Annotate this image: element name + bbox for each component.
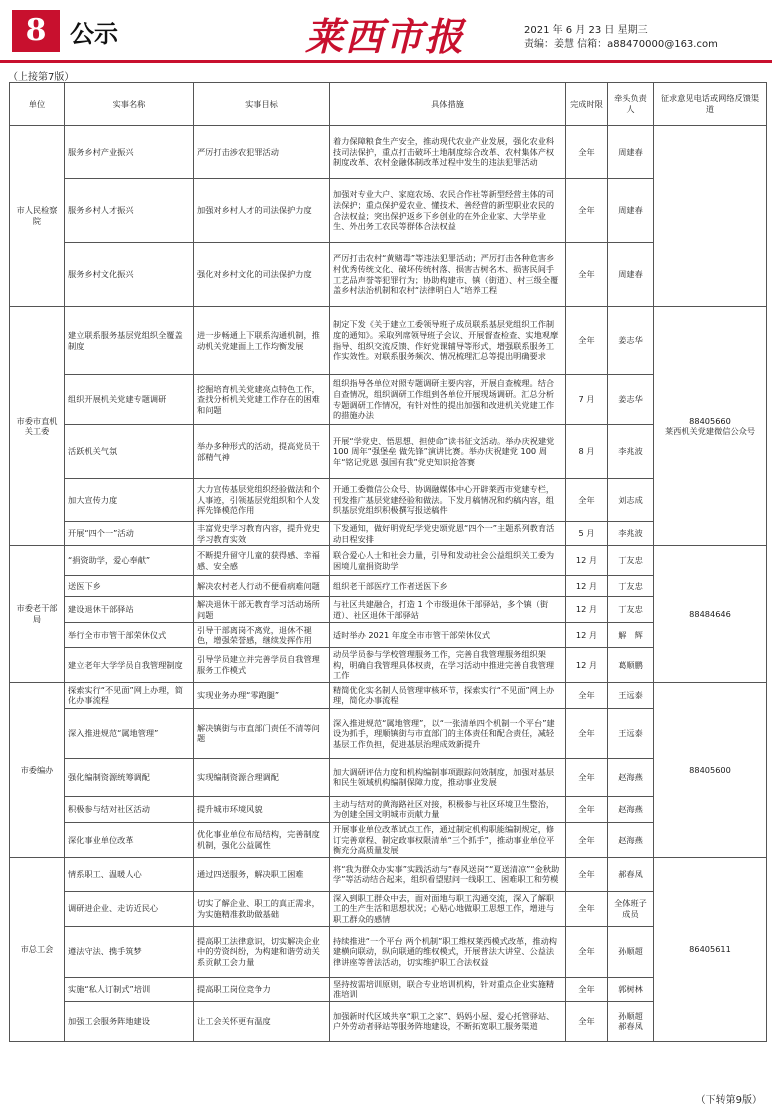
item-name: 强化编制资源统筹调配 [65, 758, 194, 796]
item-name: 建立老年大学学员自我管理制度 [65, 648, 194, 683]
item-name: 加强工会服务阵地建设 [65, 1001, 194, 1041]
table-row [10, 648, 767, 683]
table-row [10, 1001, 767, 1041]
item-name: 探索实行“不见面”网上办理，简化办事流程 [65, 682, 194, 708]
item-deadline: 全年 [566, 796, 608, 822]
table-row [10, 822, 767, 857]
continued-from-note: （上接第7版） [8, 72, 75, 83]
item-deadline: 12 月 [566, 648, 608, 683]
item-goal: 引导干部离岗不离党，退休不褪色，增强荣誉感，继续发挥作用 [194, 623, 330, 648]
item-deadline: 全年 [566, 179, 608, 243]
item-goal: 实现业务办理“零跑腿” [194, 682, 330, 708]
item-lead: 郝春凤 [608, 857, 654, 891]
table-row [10, 243, 767, 307]
table-row [10, 623, 767, 648]
item-name: 深化事业单位改革 [65, 822, 194, 857]
item-name: 服务乡村产业振兴 [65, 126, 194, 179]
item-goal: 加强对乡村人才的司法保护力度 [194, 179, 330, 243]
header-lead: 牵头负责人 [608, 83, 654, 126]
item-deadline: 全年 [566, 307, 608, 375]
item-measures: 组织指导各单位对照专题调研主要内容，开展自查梳理。结合自查情况，组织调研工作组到各单位开展现场调研。汇总分析专题调研工作情况，有针对性的提出加强和改进机关党建工作的措施办法 [330, 375, 566, 425]
item-deadline: 全年 [566, 126, 608, 179]
item-measures: 制定下发《关于建立工委领导班子成员联系基层党组织工作制度的通知》。采取列席领导班子会议、开展督查检查、实地观摩指导、组织交流反馈、作好党课辅导等形式，增强联系服务工作实效性。对联系服务频次、情况梳理汇总等提出明确要求 [330, 307, 566, 375]
item-lead: 王远泰 [608, 708, 654, 758]
item-name: 送医下乡 [65, 576, 194, 597]
page-header [0, 0, 772, 62]
item-lead: 周建春 [608, 179, 654, 243]
item-lead: 全体班子成员 [608, 891, 654, 926]
page-number: 8 [12, 10, 60, 52]
table-row [10, 926, 767, 977]
item-deadline: 全年 [566, 891, 608, 926]
item-lead: 赵海燕 [608, 758, 654, 796]
item-measures: 将“我为群众办实事”实践活动与“春风送岗”“夏送清凉”“金秋助学”等活动结合起来，组织看望慰问一线职工、困难职工和劳模 [330, 857, 566, 891]
item-name: 举行全市市管干部荣休仪式 [65, 623, 194, 648]
item-lead: 周建春 [608, 126, 654, 179]
item-measures: 主动与结对的黄海路社区对接，积极参与社区环境卫生整治，为创建全国文明城市贡献力量 [330, 796, 566, 822]
item-name: 调研进企业、走访近民心 [65, 891, 194, 926]
item-goal: 提高职工法律意识，切实解决企业中的劳资纠纷，为构建和谐劳动关系贡献工会力量 [194, 926, 330, 977]
item-lead: 周建春 [608, 243, 654, 307]
table-row [10, 576, 767, 597]
item-deadline: 7 月 [566, 375, 608, 425]
item-goal: 解决退休干部无教育学习活动场所问题 [194, 597, 330, 623]
item-lead: 姜志华 [608, 375, 654, 425]
item-deadline: 全年 [566, 1001, 608, 1041]
item-goal: 挖掘培育机关党建亮点特色工作，查找分析机关党建工作存在的困难和问题 [194, 375, 330, 425]
table-row [10, 126, 767, 179]
issue-date: 2021 年 6 月 23 日 星期三 [524, 25, 648, 36]
item-deadline: 全年 [566, 479, 608, 522]
item-lead: 赵海燕 [608, 822, 654, 857]
item-measures: 深入到职工群众中去，面对面地与职工沟通交流，深入了解职工的生产生活和思想状况；心贴心地做职工思想工作，增进与职工群众的感情 [330, 891, 566, 926]
item-deadline: 全年 [566, 857, 608, 891]
item-name: 服务乡村文化振兴 [65, 243, 194, 307]
table-row [10, 796, 767, 822]
item-name: 组织开展机关党建专题调研 [65, 375, 194, 425]
item-deadline: 全年 [566, 708, 608, 758]
public-affairs-table [9, 82, 767, 1042]
item-name: 实施“私人订制式”培训 [65, 977, 194, 1001]
item-deadline: 全年 [566, 758, 608, 796]
item-measures: 着力保障粮食生产安全，推动现代农业产业发展，强化农业科技司法保护，重点打击破坏土地制度综合改革、农村集体产权制度改革、农村金融体制改革过程中发生的违法犯罪活动 [330, 126, 566, 179]
item-measures: 严厉打击农村“黄赌毒”等违法犯罪活动；严厉打击各种危害乡村优秀传统文化、破坏传统村落、损害古树名木、损害民间手工艺品声誉等犯罪行为；协助构建市、镇（街道）、村三级全覆盖乡村法治机制和农村“法律明白人”培养工程 [330, 243, 566, 307]
item-goal: 举办多种形式的活动，提高党员干部精气神 [194, 425, 330, 479]
issue-meta [524, 24, 718, 52]
item-name: 服务乡村人才振兴 [65, 179, 194, 243]
item-measures: 加大调研评估力度和机构编制事项跟踪问效制度，加强对基层和民生领域机构编制保障力度，推动事业发展 [330, 758, 566, 796]
unit-cell: 市总工会 [10, 857, 65, 1041]
table-row [10, 857, 767, 891]
item-goal: 解决农村老人行动不便看病难问题 [194, 576, 330, 597]
table-row [10, 179, 767, 243]
item-measures: 动员学员参与学校管理服务工作，完善自我管理服务组织架构，明确自我管理具体权责，在学习活动中推进完善自我管理工作 [330, 648, 566, 683]
item-deadline: 12 月 [566, 623, 608, 648]
contact-cell: 88484646 [654, 546, 767, 683]
item-measures: 组织老干部医疗工作者送医下乡 [330, 576, 566, 597]
table-row [10, 479, 767, 522]
item-name: “捐资助学，爱心奉献” [65, 546, 194, 576]
item-goal: 解决镇街与市直部门责任不清等问题 [194, 708, 330, 758]
item-measures: 坚持按需培训原则，联合专业培训机构，针对重点企业实施精准培训 [330, 977, 566, 1001]
item-name: 积极参与结对社区活动 [65, 796, 194, 822]
table-row [10, 708, 767, 758]
unit-cell: 市委编办 [10, 682, 65, 857]
item-goal: 优化事业单位布局结构，完善制度机制，强化公益属性 [194, 822, 330, 857]
item-measures: 开展事业单位改革试点工作，通过制定机构职能编制规定，修订完善章程、制定政事权限清单“三个抓手”，推动事业单位平衡充分高质量发展 [330, 822, 566, 857]
item-goal: 强化对乡村文化的司法保护力度 [194, 243, 330, 307]
item-goal: 大力宣传基层党组织经验做法和个人事迹，引领基层党组织和个人发挥先锋模范作用 [194, 479, 330, 522]
item-name: 情系职工、温暖人心 [65, 857, 194, 891]
item-goal: 进一步畅通上下联系沟通机制，推动机关党建面上工作均衡发展 [194, 307, 330, 375]
item-lead: 王远泰 [608, 682, 654, 708]
item-lead: 郭树林 [608, 977, 654, 1001]
section-title: 公示 [70, 20, 118, 48]
item-lead: 丁友忠 [608, 576, 654, 597]
item-measures: 下发通知，做好明党纪学党史颂党恩“四个一”主题系列教育活动日程安排 [330, 522, 566, 546]
item-deadline: 12 月 [566, 546, 608, 576]
item-name: 开展“四个一”活动 [65, 522, 194, 546]
contact-cell [654, 126, 767, 307]
table-row [10, 758, 767, 796]
item-measures: 加强新时代区域共享“职工之家”、妈妈小屋、爱心托管驿站、户外劳动者驿站等服务阵地建设，不断拓宽职工服务渠道 [330, 1001, 566, 1041]
item-measures: 开展“学党史、悟思想、担使命”读书征文活动。举办庆祝建党 100 周年“强堡垒 做先锋”演讲比赛。举办庆祝建党 100 周年“铭记党恩 强国有我”党史知识抢答赛 [330, 425, 566, 479]
table-row [10, 307, 767, 375]
header-contact: 征求意见电话或网络反馈渠道 [654, 83, 767, 126]
item-lead: 孙顺超 郝春凤 [608, 1001, 654, 1041]
header-deadline: 完成时限 [566, 83, 608, 126]
item-measures: 持续推进“一个平台 两个机制”职工维权莱西模式改革，推动构建横向联动，纵向联通的维权模式，开展普法大讲堂、公益法律讲座等普法活动，切实维护职工合法权益 [330, 926, 566, 977]
item-name: 深入推进规范“属地管理” [65, 708, 194, 758]
item-goal: 严厉打击涉农犯罪活动 [194, 126, 330, 179]
item-deadline: 全年 [566, 822, 608, 857]
table-row [10, 597, 767, 623]
item-lead: 赵海燕 [608, 796, 654, 822]
item-deadline: 12 月 [566, 576, 608, 597]
item-lead: 丁友忠 [608, 597, 654, 623]
item-deadline: 全年 [566, 977, 608, 1001]
header-item-name: 实事名称 [65, 83, 194, 126]
item-goal: 丰富党史学习教育内容，提升党史学习教育实效 [194, 522, 330, 546]
table-row [10, 375, 767, 425]
item-measures: 与社区共建融合，打造 1 个市级退休干部驿站，多个镇（街道）、社区退休干部驿站 [330, 597, 566, 623]
unit-cell: 市委老干部局 [10, 546, 65, 683]
item-deadline: 5 月 [566, 522, 608, 546]
item-goal: 提升城市环境风貌 [194, 796, 330, 822]
continued-to-note: （下转第9版） [695, 1095, 762, 1106]
item-lead: 李兆波 [608, 425, 654, 479]
item-goal: 不断提升留守儿童的获得感、幸福感、安全感 [194, 546, 330, 576]
item-lead: 解 辉 [608, 623, 654, 648]
table-row [10, 682, 767, 708]
item-measures: 开通工委微信公众号、协调融媒体中心开辟莱西市党建专栏，刊发推广基层党建经验和做法。下发月稿情况和约稿内容，组织基层党组织积极撰写报送稿件 [330, 479, 566, 522]
item-deadline: 全年 [566, 682, 608, 708]
item-goal: 引导学员建立并完善学员自我管理服务工作模式 [194, 648, 330, 683]
contact-cell: 86405611 [654, 857, 767, 1041]
item-name: 建设退休干部驿站 [65, 597, 194, 623]
item-name: 建立联系服务基层党组织全覆盖制度 [65, 307, 194, 375]
table-row [10, 977, 767, 1001]
item-lead: 姜志华 [608, 307, 654, 375]
item-goal: 切实了解企业、职工的真正需求，为实施精准救助做基础 [194, 891, 330, 926]
item-lead: 李兆波 [608, 522, 654, 546]
item-goal: 通过四送服务，解决职工困难 [194, 857, 330, 891]
header-unit: 单位 [10, 83, 65, 126]
unit-cell: 市人民检察院 [10, 126, 65, 307]
item-lead: 孙顺超 [608, 926, 654, 977]
item-measures: 联合爱心人士和社会力量，引导和发动社会公益组织关工委为困境儿童捐资助学 [330, 546, 566, 576]
contact-cell: 88405600 [654, 682, 767, 857]
item-goal: 实现编制资源合理调配 [194, 758, 330, 796]
item-measures: 深入推进规范“属地管理”，以“一张清单四个机制一个平台”建设为抓手，理顺镇街与市直部门的主体责任和配合责任，减轻基层工作负担，促进基层治理成效新提升 [330, 708, 566, 758]
item-deadline: 12 月 [566, 597, 608, 623]
item-name: 活跃机关气氛 [65, 425, 194, 479]
table-row [10, 425, 767, 479]
header-divider [0, 60, 772, 63]
item-measures: 加强对专业大户、家庭农场、农民合作社等新型经营主体的司法保护；重点保护爱农业、懂技术、善经营的新型职业农民的合法权益；突出保护返乡下乡创业的在外企业家、大学毕业生、外出务工农民等群体合法权益 [330, 179, 566, 243]
item-name: 遵法守法、携手筑梦 [65, 926, 194, 977]
item-name: 加大宣传力度 [65, 479, 194, 522]
item-measures: 精简优化实名制人员管理审核环节，探索实行“不见面”网上办理，简化办事流程 [330, 682, 566, 708]
header-measures: 具体措施 [330, 83, 566, 126]
table-row [10, 522, 767, 546]
item-deadline: 全年 [566, 926, 608, 977]
contact-cell: 88405660 莱西机关党建微信公众号 [654, 307, 767, 546]
item-lead: 刘志成 [608, 479, 654, 522]
item-deadline: 8 月 [566, 425, 608, 479]
table-row [10, 891, 767, 926]
item-goal: 提高职工岗位竞争力 [194, 977, 330, 1001]
header-goal: 实事目标 [194, 83, 330, 126]
editor-contact: 责编：姜慧 信箱：a88470000@163.com [524, 39, 718, 50]
newspaper-masthead: 莱西市报 [305, 14, 466, 59]
table-header-row [10, 83, 767, 126]
item-measures: 适时举办 2021 年度全市市管干部荣休仪式 [330, 623, 566, 648]
item-goal: 让工会关怀更有温度 [194, 1001, 330, 1041]
table-row [10, 546, 767, 576]
item-deadline: 全年 [566, 243, 608, 307]
unit-cell: 市委市直机关工委 [10, 307, 65, 546]
item-lead: 丁友忠 [608, 546, 654, 576]
item-lead: 葛顺鹏 [608, 648, 654, 683]
